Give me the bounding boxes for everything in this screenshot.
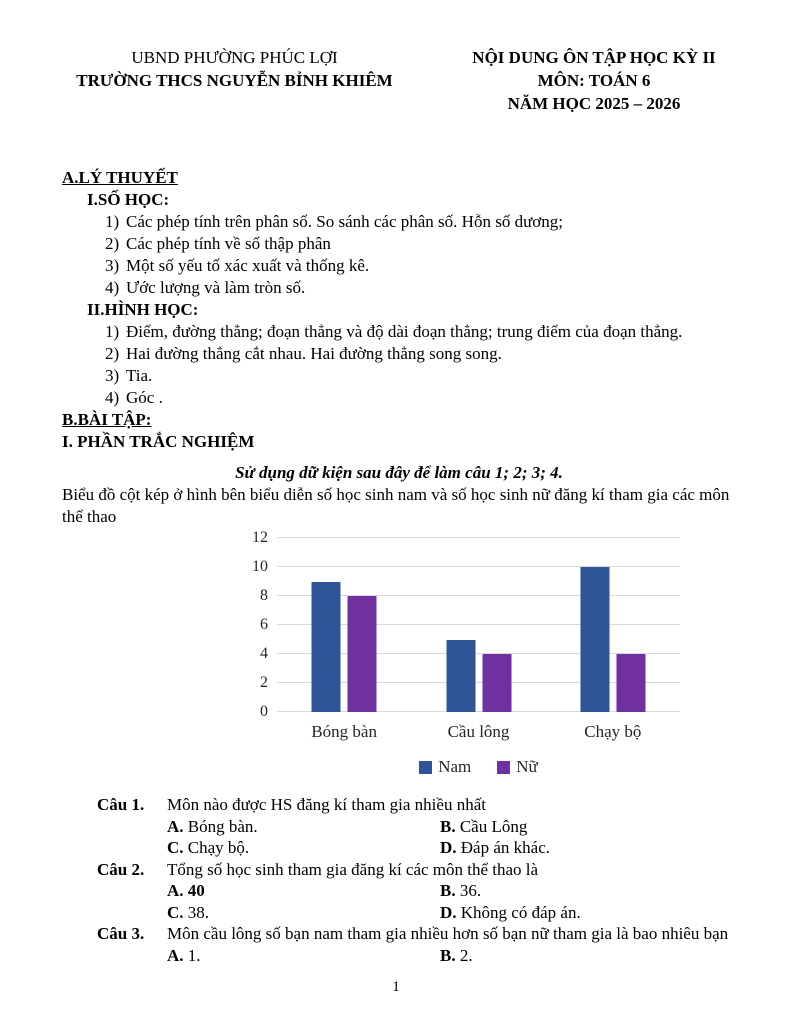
list-item — [62, 277, 736, 299]
part1-heading: I. PHẦN TRẮC NGHIỆM — [62, 432, 255, 451]
option-text: Chạy bộ. — [183, 838, 250, 857]
option — [440, 816, 736, 838]
legend-item — [419, 756, 471, 778]
y-axis-tick-label: 8 — [260, 587, 268, 604]
so-hoc-heading: I.SỐ HỌC: — [87, 190, 170, 209]
y-axis-tick-label: 0 — [260, 703, 268, 720]
legend-label: Nam — [438, 757, 472, 776]
option-text: Bóng bàn. — [183, 816, 258, 836]
question-list — [62, 794, 736, 966]
chart-plot — [277, 538, 680, 712]
question-body — [167, 794, 736, 859]
option-label: C. — [167, 902, 184, 922]
list-item-text: Điểm, đường thẳng; đoạn thẳng và độ dài đoạn thẳng; trung điểm của đoạn thẳng. — [126, 322, 683, 341]
list-item — [62, 255, 736, 277]
bar-series-0 — [580, 567, 609, 712]
chart-instruction: Sử dụng dữ kiện sau đây để làm câu 1; 2; 3; 4. — [235, 463, 563, 482]
section-b-heading: B.BÀI TẬP: — [62, 410, 152, 429]
x-axis-labels — [277, 721, 680, 743]
list-item — [62, 343, 736, 365]
legend-label: Nữ — [516, 757, 538, 776]
option — [440, 902, 736, 924]
option — [167, 902, 440, 924]
y-axis-tick-label: 12 — [252, 529, 268, 546]
bar-group — [580, 567, 645, 712]
doc-title: NỘI DUNG ÔN TẬP HỌC KỲ II — [472, 48, 716, 67]
question — [62, 923, 736, 966]
option-text: Không có đáp án. — [456, 902, 581, 922]
list-item-number: 1) — [105, 322, 120, 341]
question-body — [167, 923, 736, 966]
bar-series-0 — [312, 582, 341, 713]
question — [62, 859, 736, 924]
x-axis-category-label: Bóng bàn — [311, 722, 377, 741]
bar-series-1 — [482, 654, 511, 712]
list-item-text: Các phép tính về số thập phân — [126, 234, 331, 253]
list-item-number: 2) — [105, 344, 120, 363]
so-hoc-list — [62, 211, 736, 299]
question-options — [167, 880, 736, 923]
bar-series-1 — [348, 596, 377, 712]
question-label: Câu 1. — [97, 795, 145, 814]
bar-group — [446, 640, 511, 713]
option — [440, 837, 736, 859]
question-options — [167, 816, 736, 859]
option-label: D. — [440, 838, 457, 857]
chart-legend — [277, 756, 680, 778]
document-header — [62, 46, 740, 115]
section-a-heading: A.LÝ THUYẾT — [62, 168, 178, 187]
option-text: 38. — [183, 902, 210, 922]
list-item-number: 3) — [105, 366, 120, 385]
bar-series-0 — [446, 640, 475, 713]
list-item — [62, 211, 736, 233]
option — [167, 837, 440, 859]
list-item — [62, 387, 736, 409]
option-text: Đáp án khác. — [456, 838, 550, 857]
bar-group — [312, 582, 377, 713]
option-label: B. — [440, 945, 456, 965]
doc-subject: MÔN: TOÁN 6 — [537, 71, 651, 90]
option-label: B. — [440, 881, 456, 900]
option — [167, 945, 440, 967]
option-text: 1. — [183, 945, 201, 965]
option-label: D. — [440, 902, 457, 922]
question-label: Câu 3. — [97, 924, 145, 943]
document-body — [62, 167, 736, 966]
doc-school-year: NĂM HỌC 2025 – 2026 — [507, 94, 681, 113]
x-axis-category-label: Cầu lông — [447, 722, 510, 741]
question-body — [167, 859, 736, 924]
option-text: 36. — [455, 881, 482, 900]
hinh-hoc-list — [62, 321, 736, 409]
list-item-text: Các phép tính trên phân số. So sánh các phân số. Hỗn số dương; — [126, 212, 563, 231]
list-item-number: 2) — [105, 234, 120, 253]
gridline — [277, 537, 680, 538]
option-label: A. — [167, 945, 184, 965]
list-item-number: 3) — [105, 256, 120, 275]
bar-series-1 — [616, 654, 645, 712]
option — [167, 816, 440, 838]
list-item-number: 1) — [105, 212, 120, 231]
question-label: Câu 2. — [97, 859, 145, 879]
header-right-block — [448, 46, 740, 115]
legend-item — [497, 756, 538, 778]
list-item-text: Một số yếu tố xác xuất và thống kê. — [126, 256, 370, 275]
school-name: TRƯỜNG THCS NGUYỄN BỈNH KHIÊM — [76, 71, 393, 90]
list-item-number: 4) — [105, 278, 120, 297]
question — [62, 794, 736, 859]
option-text: 2. — [455, 945, 473, 965]
org-name: UBND PHƯỜNG PHÚC LỢI — [131, 48, 338, 67]
list-item — [62, 321, 736, 343]
y-axis-tick-label: 10 — [252, 558, 268, 575]
y-axis-tick-label: 6 — [260, 616, 268, 633]
chart-description: Biểu đồ cột kép ở hình bên biểu diễn số học sinh nam và số học sinh nữ đăng kí tham gia các môn thể thao — [62, 485, 730, 526]
option — [440, 880, 736, 902]
list-item — [62, 365, 736, 387]
legend-swatch — [419, 761, 432, 774]
x-axis-category-label: Chạy bộ — [584, 722, 642, 741]
chart-plot-area — [237, 529, 680, 720]
y-axis-tick-label: 4 — [260, 645, 268, 662]
list-item-text: Góc . — [126, 388, 163, 407]
list-item-number: 4) — [105, 388, 120, 407]
option — [167, 880, 440, 902]
option-label: A. — [167, 881, 184, 900]
list-item — [62, 233, 736, 255]
bar-chart — [237, 529, 680, 778]
option — [440, 945, 736, 967]
option-text: 40 — [183, 881, 205, 900]
question-text: Môn nào được HS đăng kí tham gia nhiều nhất — [167, 795, 486, 814]
question-text: Môn cầu lông số bạn nam tham gia nhiều hơn số bạn nữ tham gia là bao nhiêu bạn — [167, 924, 729, 943]
legend-swatch — [497, 761, 510, 774]
list-item-text: Ước lượng và làm tròn số. — [126, 278, 306, 297]
question-text: Tổng số học sinh tham gia đăng kí các môn thể thao là — [167, 859, 539, 879]
page-number: 1 — [392, 979, 400, 995]
header-left-block — [62, 46, 407, 115]
question-options — [167, 945, 736, 967]
option-label: C. — [167, 838, 184, 857]
option-label: B. — [440, 816, 456, 836]
y-axis-tick-label: 2 — [260, 674, 268, 691]
option-text: Cầu Lông — [455, 816, 528, 836]
hinh-hoc-heading: II.HÌNH HỌC: — [87, 300, 199, 319]
option-label: A. — [167, 816, 184, 836]
list-item-text: Hai đường thẳng cắt nhau. Hai đường thẳng song song. — [126, 344, 502, 363]
list-item-text: Tia. — [126, 366, 153, 385]
y-axis — [237, 529, 277, 720]
